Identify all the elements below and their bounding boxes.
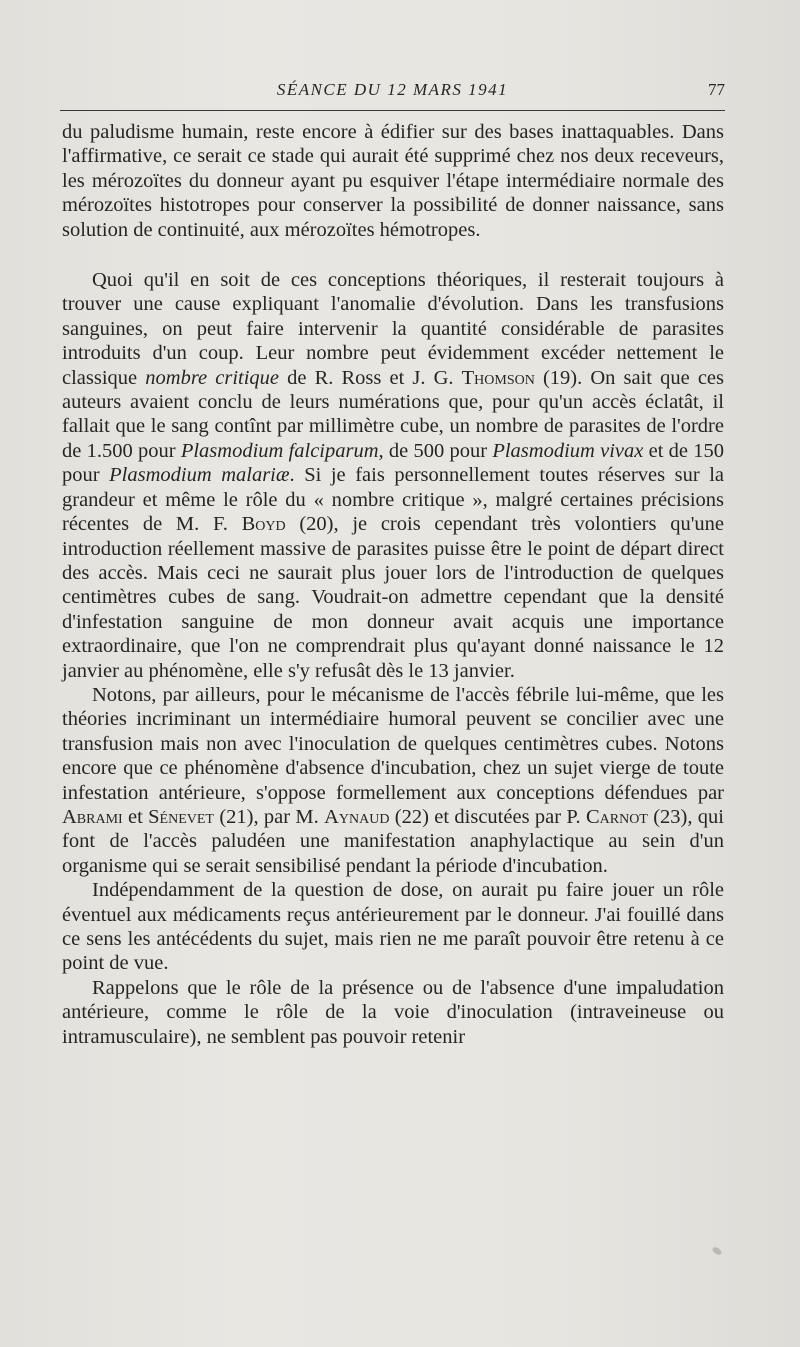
paragraph-3: Notons, par ailleurs, pour le mécanisme de l'accès fébrile lui-même, que les théories incriminant un intermédiaire humoral peuvent se concilier avec une transfusion mais non avec l'inoculation de quelques centimètres cubes. Notons encore que ce phénomène d'absence d'incubation, chez un sujet vierge de toute infestation antérieure, s'oppose formellement aux conceptions défendues par Abrami et Sénevet (21), par M. Aynaud (22) et discutées par P. Carnot (23), qui font de l'accès paludéen une manifestation anaphylactique au sein d'un organisme qui se serait sensibilisé pendant la période d'incubation.	[62, 683, 725, 877]
author-aynaud: Aynaud	[324, 805, 390, 828]
species-malariae: Plasmodium malariæ	[109, 464, 290, 487]
header-rule	[60, 110, 725, 111]
running-title: SÉANCE DU 12 MARS 1941	[276, 80, 509, 99]
author-carnot: Carnot	[585, 805, 648, 828]
page-number: 77	[708, 80, 725, 99]
paragraph-4: Indépendamment de la question de dose, on aurait pu faire jouer un rôle éventuel aux médicaments reçus antérieurement par le donneur. J'ai fouillé dans ce sens les antécédents du sujet, mais rien ne me paraît pouvoir être retenu à ce point de vue.	[62, 879, 724, 975]
species-vivax: Plasmodium vivax	[492, 439, 644, 462]
scan-speck	[711, 1246, 723, 1257]
body-text	[62, 120, 724, 1049]
paragraph-2: Quoi qu'il en soit de ces conceptions théoriques, il resterait toujours à trouver une cause expliquant l'anomalie d'évolution. Dans les transfusions sanguines, on peut faire intervenir la quantité considérable de parasites introduits d'un coup. Leur nombre peut évidemment excéder nettement le classique nombre critique de R. Ross et J. G. Thomson (19). On sait que ces auteurs avaient conclu de leurs numérations que, pour qu'un accès éclatât, il fallait que le sang contînt par millimètre cube, un nombre de parasites de l'ordre de 1.500 pour Plasmodium falciparum, de 500 pour Plasmodium vivax et de 150 pour Plasmodium malariæ. Si je fais personnellement toutes réserves sur la grandeur et même le rôle du « nombre critique », malgré certaines précisions récentes de M. F. Boyd (20), je crois cependant très volontiers qu'une introduction réellement massive de parasites puisse être le point de départ direct des accès. Mais ceci ne saurait plus jouer lors de l'introduction de quelques centimètres cubes de sang. Voudrait-on admettre cependant que la densité d'infestation sanguine de mon donneur avait acquis une importance extraordinaire, que l'on ne comprendrait plus qu'ayant donné naissance le 12 janvier au phénomène, elle s'y refusât dès le 13 janvier.	[62, 269, 725, 682]
paragraph-1: du paludisme humain, reste encore à édifier sur des bases inattaquables. Dans l'affirmative, ce serait ce stade qui aurait été supprimé chez nos deux receveurs, les mérozoïtes du donneur ayant pu esquiver l'étape intermédiaire normale des mérozoïtes histotropes pour conserver la possibilité de donner naissance, sans solution de continuité, aux mérozoïtes hémotropes.	[62, 121, 724, 241]
author-boyd: Boyd	[241, 513, 286, 536]
page-header	[60, 80, 725, 110]
author-thomson: Thomson	[461, 366, 535, 389]
author-abrami: Abrami	[62, 805, 123, 828]
paragraph-5: Rappelons que le rôle de la présence ou de l'absence d'une impaludation antérieure, comme le rôle de la voie d'inoculation (intraveineuse ou intramusculaire), ne semblent pas pouvoir retenir	[62, 976, 724, 1048]
term-nombre-critique: nombre critique	[145, 366, 280, 389]
species-falciparum: Plasmodium falciparum	[180, 439, 379, 462]
author-senevet: Sénevet	[148, 805, 214, 828]
